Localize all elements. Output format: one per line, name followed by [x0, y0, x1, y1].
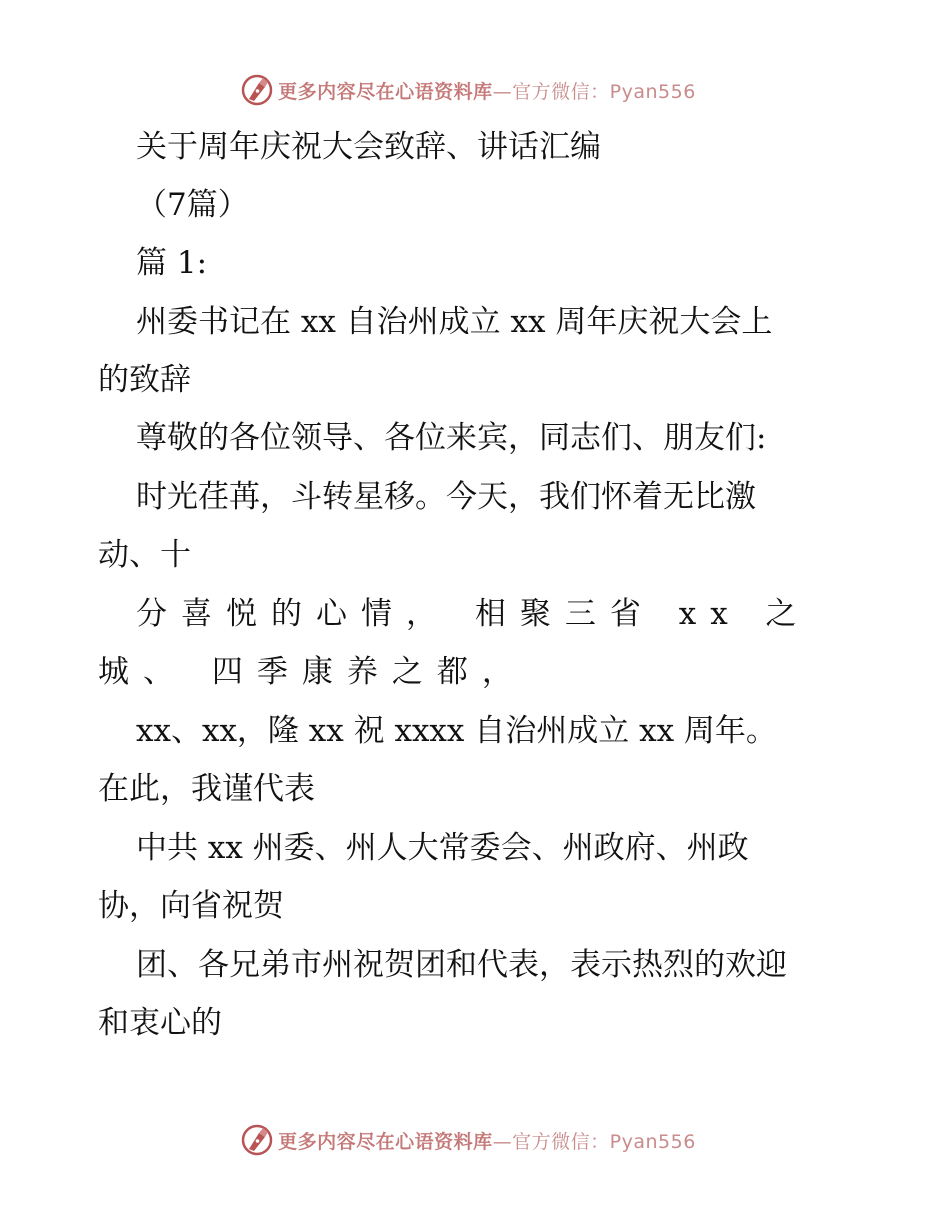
header-brand-text: 更多内容尽在心语资料库 [278, 80, 493, 103]
pen-nib-circle-icon [240, 1123, 274, 1157]
header-watermark [0, 70, 950, 110]
pen-nib-circle-icon [240, 73, 274, 107]
paragraph-4-line-1: 中共 xx 州委、州人大常委会、州政府、州政 [136, 830, 749, 866]
section-label: 篇 1: [136, 245, 208, 281]
document-title: 关于周年庆祝大会致辞、讲话汇编 [136, 129, 601, 165]
paragraph-3-line-1: xx、xx，隆 xx 祝 xxxx 自治州成立 xx 周年。 [136, 713, 777, 749]
paragraph-5-line-1: 团、各兄弟市州祝贺团和代表，表示热烈的欢迎 [136, 947, 787, 983]
paragraph-5-line-2: 和衷心的 [98, 1005, 222, 1041]
paragraph-2-line-2: 城、 四季康养之都， [98, 654, 527, 690]
header-contact-text: —官方微信：Pyan556 [492, 80, 696, 103]
speech-title-line-2: 的致辞 [98, 362, 191, 398]
paragraph-4-line-2: 协，向省祝贺 [98, 888, 284, 924]
footer-contact-text: —官方微信：Pyan556 [492, 1130, 696, 1153]
footer-brand-text: 更多内容尽在心语资料库 [278, 1130, 493, 1153]
speech-title-line-1: 州委书记在 xx 自治州成立 xx 周年庆祝大会上 [136, 304, 773, 340]
paragraph-1-line-2: 动、十 [98, 537, 191, 573]
greeting-line: 尊敬的各位领导、各位来宾，同志们、朋友们: [136, 420, 767, 456]
paragraph-3-line-2: 在此，我谨代表 [98, 771, 315, 807]
document-subtitle: （7篇） [136, 187, 249, 223]
footer-watermark [0, 1120, 950, 1160]
paragraph-1-line-1: 时光荏苒，斗转星移。今天，我们怀着无比激 [136, 479, 756, 515]
paragraph-2-line-1: 分喜悦的心情， 相聚三省 xx 之 [136, 596, 811, 632]
